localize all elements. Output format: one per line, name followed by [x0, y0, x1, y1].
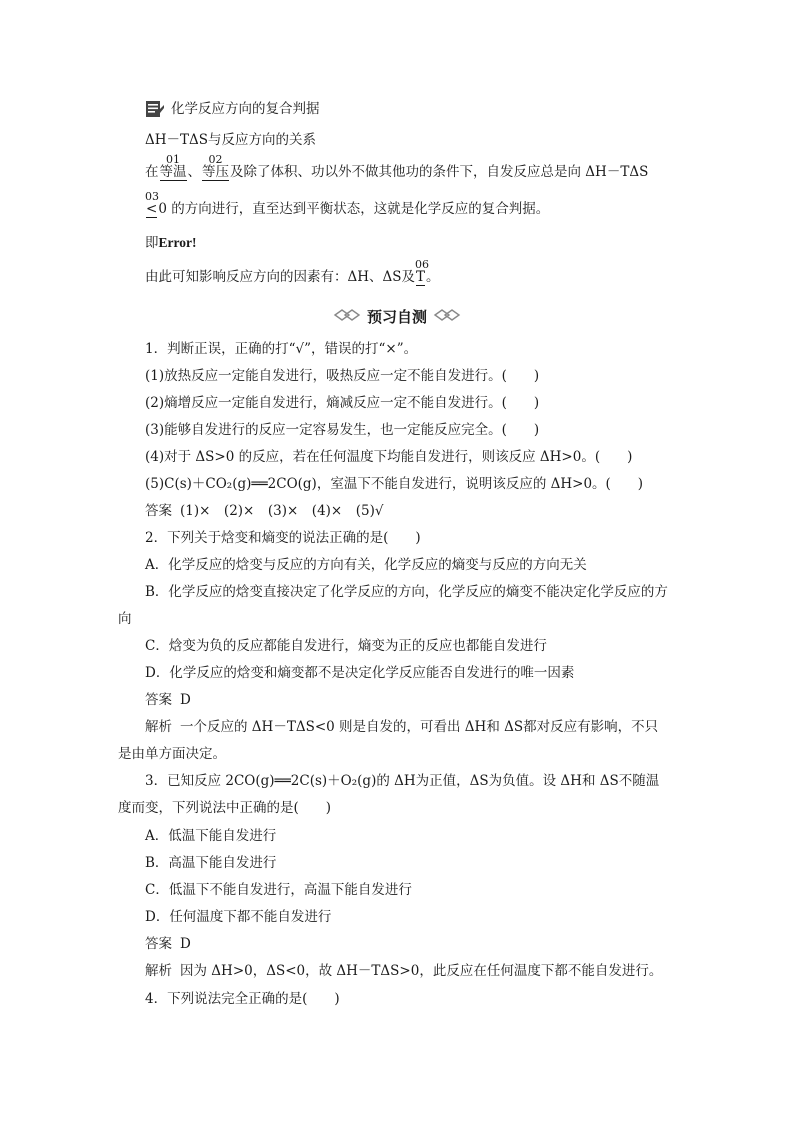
option-2b-cont: 向 [118, 611, 132, 627]
blank-06: 06 T [415, 258, 430, 285]
option-2a: A．化学反应的焓变与反应的方向有关，化学反应的熵变与反应的方向无关 [145, 557, 587, 573]
question-2: 2．下列关于焓变和熵变的说法正确的是( ) [145, 530, 421, 546]
option-2d: D．化学反应的焓变和熵变都不是决定化学反应能否自发进行的唯一因素 [145, 665, 575, 681]
analysis-3: 解析 因为 ΔH>0，ΔS<0，故 ΔH－TΔS>0，此反应在任何温度下都不能自发进行。 [145, 963, 663, 979]
answer-3: 答案 D [145, 936, 191, 952]
option-2c: C．焓变为负的反应都能自发进行，熵变为正的反应也都能自发进行 [145, 638, 547, 654]
question-4: 4．下列说法完全正确的是( ) [145, 991, 340, 1007]
statement-2: (2)熵增反应一定能自发进行，熵减反应一定不能自发进行。( ) [145, 395, 540, 411]
option-3c: C．低温下不能自发进行，高温下能自发进行 [145, 882, 412, 898]
statement-3: (3)能够自发进行的反应一定容易发生，也一定能反应完全。( ) [145, 422, 540, 438]
section-title [0, 306, 794, 327]
diamond-right-icon [433, 307, 461, 326]
option-3d: D．任何温度下都不能自发进行 [145, 909, 332, 925]
error-text: Error! [158, 235, 197, 250]
analysis-2-cont: 是由单方面决定。 [118, 746, 226, 762]
statement-1: (1)放热反应一定能自发进行，吸热反应一定不能自发进行。( ) [145, 368, 540, 384]
option-2b: B．化学反应的焓变直接决定了化学反应的方向，化学反应的熵变不能决定化学反应的方 [145, 584, 668, 600]
question-1: 1．判断正误，正确的打“√”，错误的打“×”。 [145, 341, 418, 357]
statement-5: (5)C(s)＋CO₂(g)══2CO(g)，室温下不能自发进行，说明该反应的 ΔH>0。( ) [145, 476, 644, 492]
heading-text: 化学反应方向的复合判据 [171, 101, 320, 117]
paragraph-line-1: 在 01 等温、 02 等压及除了体积、功以外不做其他功的条件下，自发反应总是向 ΔH－TΔS [145, 153, 649, 180]
diamond-left-icon [333, 307, 361, 326]
paragraph-line-3: 即Error! [145, 235, 197, 251]
answer-2: 答案 D [145, 692, 191, 708]
option-3a: A．低温下能自发进行 [145, 828, 277, 844]
section-heading [145, 100, 320, 118]
blank-01: 01 等温 [159, 153, 187, 180]
paragraph-line-2: 03 <0 的方向进行，直至达到平衡状态，这就是化学反应的复合判据。 [145, 190, 550, 217]
question-3: 3．已知反应 2CO(g)══2C(s)＋O₂(g)的 ΔH为正值，ΔS为负值。设 ΔH和 ΔS不随温 [145, 773, 660, 789]
option-3b: B．高温下能自发进行 [145, 855, 277, 871]
blank-03: 03 < [145, 190, 159, 217]
book-icon [145, 100, 165, 118]
paragraph-line-4: 由此可知影响反应方向的因素有：ΔH、ΔS及 06 T。 [145, 258, 440, 285]
analysis-2: 解析 一个反应的 ΔH－TΔS<0 则是自发的，可看出 ΔH和 ΔS都对反应有影响，不只 [145, 719, 659, 735]
section-title-text: 预习自测 [366, 308, 427, 326]
subheading: ΔH－TΔS与反应方向的关系 [145, 132, 317, 148]
question-3-cont: 度而变，下列说法中正确的是( ) [118, 800, 332, 816]
answer-1: 答案 (1)× (2)× (3)× (4)× (5)√ [145, 503, 384, 519]
statement-4: (4)对于 ΔS>0 的反应，若在任何温度下均能自发进行，则该反应 ΔH>0。( ) [145, 449, 633, 465]
blank-02: 02 等压 [202, 153, 229, 180]
